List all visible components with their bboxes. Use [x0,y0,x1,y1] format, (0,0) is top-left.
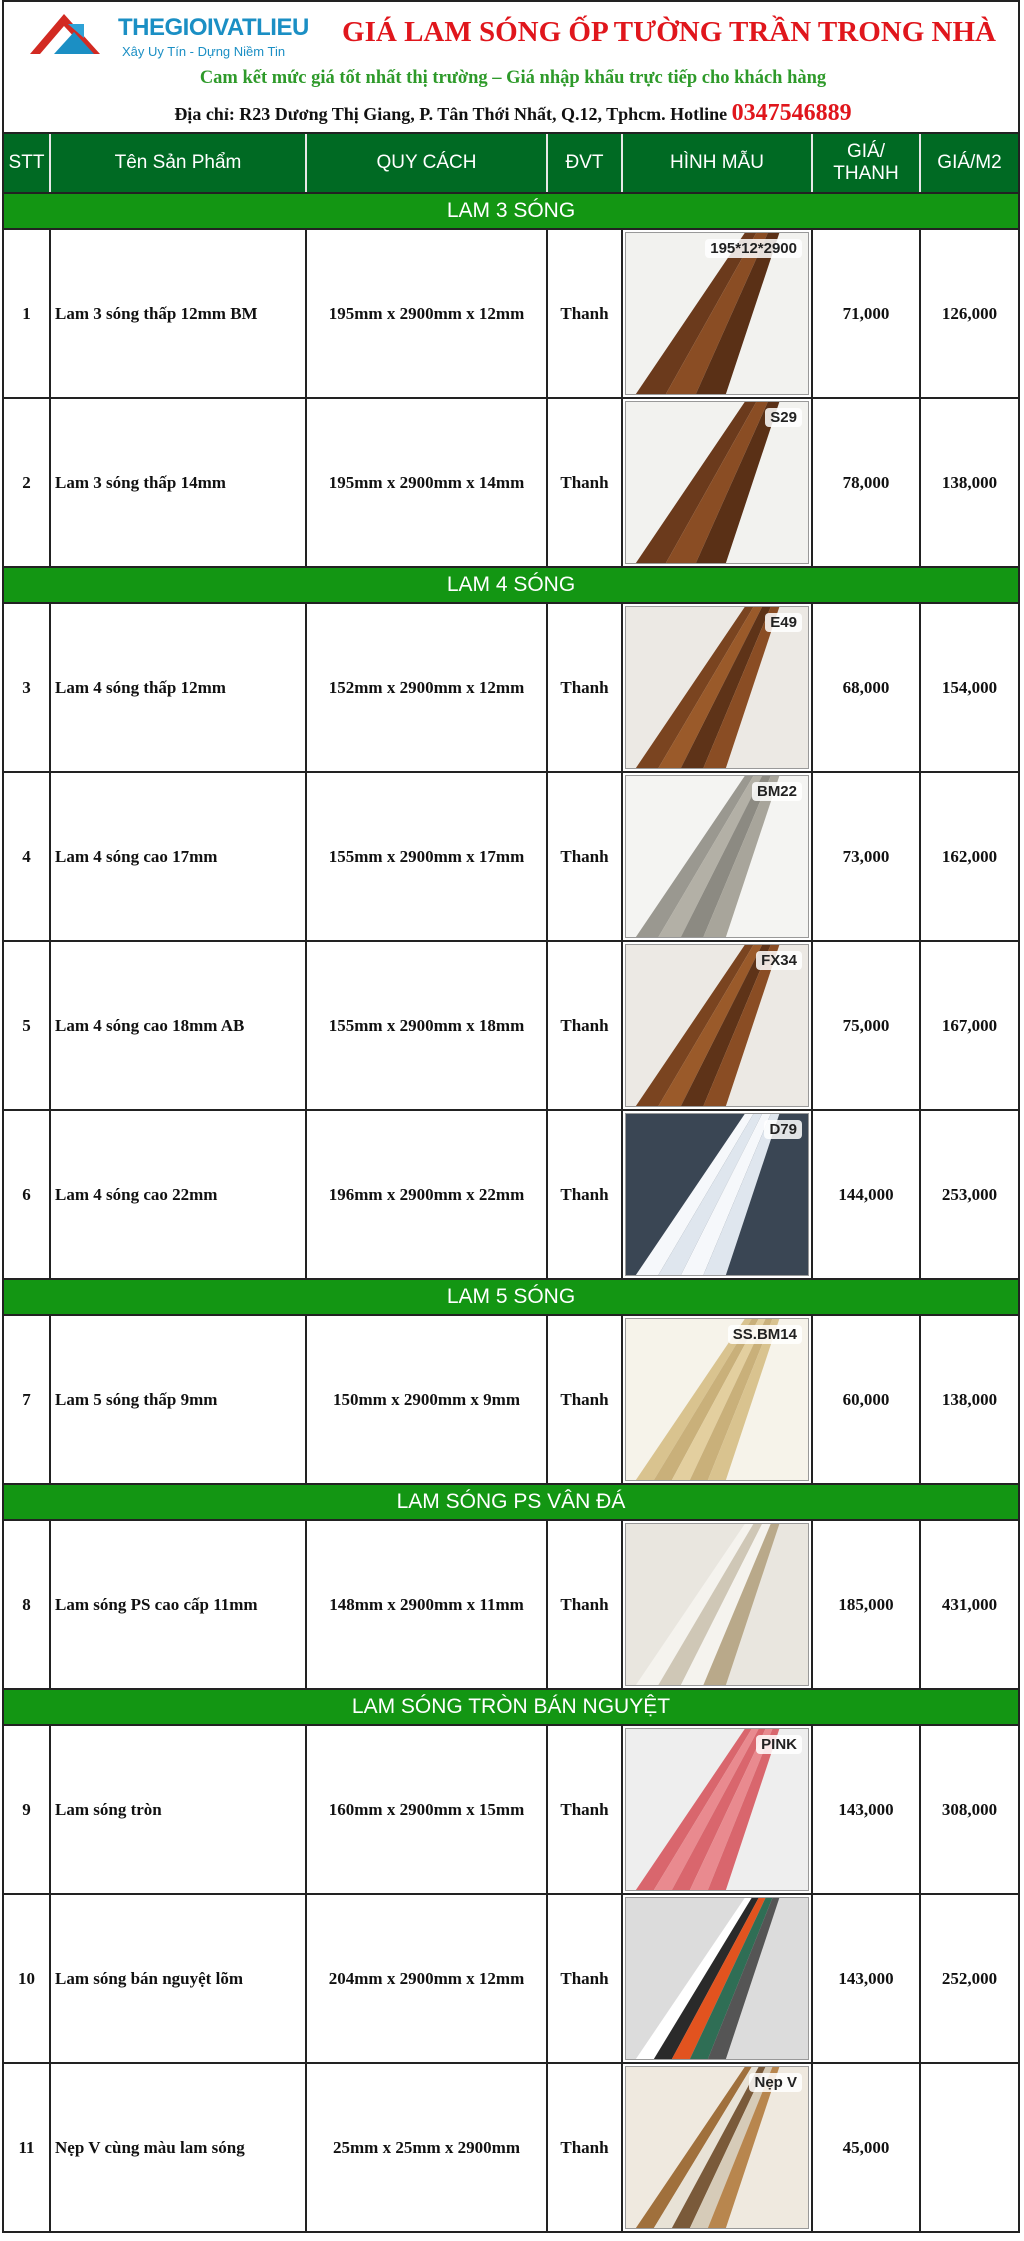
price-per-m2: 138,000 [941,1389,998,1409]
price-per-bar: 45,000 [813,2064,921,2231]
image-code-label: D79 [764,1120,802,1139]
table-header-row [4,132,1018,192]
table-row [4,1109,1018,1278]
product-image-cell [623,942,813,1109]
image-code-label: PINK [756,1735,802,1754]
product-name: Lam 3 sóng thấp 14mm [51,399,307,566]
price-per-bar: 60,000 [813,1316,921,1483]
section-header-row: LAM SÓNG PS VÂN ĐÁ [4,1483,1018,1519]
product-name: Lam sóng PS cao cấp 11mm [51,1521,307,1688]
product-name: Lam sóng tròn [51,1726,307,1893]
address-line [4,100,1022,127]
table-row [4,397,1018,566]
price-per-bar: 71,000 [813,230,921,397]
product-unit: Thanh [548,1111,623,1278]
product-image-cell [623,1726,813,1893]
product-unit: Thanh [548,604,623,771]
wood-slat-4-wave-image [625,944,809,1107]
commitment-text: Cam kết mức giá tốt nhất thị trường – Giá nhập khẩu trực tiếp cho khách hàng [199,68,827,88]
row-stt: 11 [4,2064,51,2231]
table-row [4,2062,1018,2231]
column-header-stt: STT [4,134,51,192]
product-name: Lam 3 sóng thấp 12mm BM [51,230,307,397]
row-stt: 5 [4,942,51,1109]
wood-slat-3-wave-image [625,401,809,564]
column-header-price-m2: GIÁ/M2 [937,152,1002,174]
price-per-m2: 167,000 [941,1015,998,1035]
product-image-cell [623,230,813,397]
beige-slat-5-wave-image [625,1318,809,1481]
product-name: Lam 5 sóng thấp 9mm [51,1316,307,1483]
column-header-image: HÌNH MẪU [623,134,813,192]
section-header-row: LAM SÓNG TRÒN BÁN NGUYỆT [4,1688,1018,1724]
table-row [4,1314,1018,1483]
row-stt: 3 [4,604,51,771]
row-stt: 8 [4,1521,51,1688]
price-per-m2: 162,000 [941,846,998,866]
product-unit: Thanh [548,1726,623,1893]
stone-slat-4-wave-image [625,775,809,938]
product-spec: 148mm x 2900mm x 11mm [307,1521,548,1688]
wood-slat-3-wave-image [625,232,809,395]
column-header-spec: QUY CÁCH [307,134,548,192]
v-trim-image [625,2066,809,2229]
row-stt: 4 [4,773,51,940]
column-header-price-bar: GIÁ/ THANH [813,134,921,192]
price-per-m2: 138,000 [941,472,998,492]
product-image-cell [623,399,813,566]
product-unit: Thanh [548,1521,623,1688]
product-image-cell [623,773,813,940]
table-row [4,602,1018,771]
table-row [4,1893,1018,2062]
company-logo [24,8,309,64]
price-per-bar: 68,000 [813,604,921,771]
row-stt: 2 [4,399,51,566]
product-unit: Thanh [548,2064,623,2231]
table-row [4,940,1018,1109]
row-stt: 7 [4,1316,51,1483]
row-stt: 1 [4,230,51,397]
product-spec: 155mm x 2900mm x 18mm [307,942,548,1109]
logo-tagline: Xây Uy Tín - Dựng Niềm Tin [122,44,286,59]
product-spec: 195mm x 2900mm x 14mm [307,399,548,566]
image-code-label: SS.BM14 [728,1325,802,1344]
price-per-bar: 143,000 [813,1895,921,2062]
product-spec: 195mm x 2900mm x 12mm [307,230,548,397]
price-per-m2: 126,000 [941,303,998,323]
product-name: Lam 4 sóng cao 18mm AB [51,942,307,1109]
image-code-label: FX34 [756,951,802,970]
address-text: Địa chỉ: R23 Dương Thị Giang, P. Tân Thới Nhất, Q.12, Tphcm. Hotline [174,104,728,124]
price-per-m2: 154,000 [941,677,998,697]
column-header-name: Tên Sản Phẩm [51,134,307,192]
column-header-unit: ĐVT [548,134,623,192]
hotline-number[interactable]: 0347546889 [731,100,852,126]
price-per-bar: 73,000 [813,773,921,940]
product-spec: 25mm x 25mm x 2900mm [307,2064,548,2231]
product-unit: Thanh [548,1895,623,2062]
product-spec: 155mm x 2900mm x 17mm [307,773,548,940]
product-image-cell [623,1316,813,1483]
white-slat-4-wave-image [625,1113,809,1276]
image-code-label: E49 [765,613,802,632]
wood-slat-4-wave-image [625,606,809,769]
product-image-cell [623,1895,813,2062]
row-stt: 9 [4,1726,51,1893]
product-name: Lam 4 sóng cao 22mm [51,1111,307,1278]
product-image-cell [623,604,813,771]
price-per-m2: 431,000 [941,1594,998,1614]
section-header-row: LAM 3 SÓNG [4,192,1018,228]
product-spec: 150mm x 2900mm x 9mm [307,1316,548,1483]
product-spec: 160mm x 2900mm x 15mm [307,1726,548,1893]
product-spec: 196mm x 2900mm x 22mm [307,1111,548,1278]
product-image-cell [623,1111,813,1278]
table-row [4,1519,1018,1688]
color-half-round-slat-image [625,1897,809,2060]
product-spec: 152mm x 2900mm x 12mm [307,604,548,771]
table-row [4,1724,1018,1893]
image-code-label: S29 [765,408,802,427]
price-per-bar: 75,000 [813,942,921,1109]
price-per-bar: 143,000 [813,1726,921,1893]
price-per-bar: 144,000 [813,1111,921,1278]
price-per-bar: 185,000 [813,1521,921,1688]
price-table [2,132,1020,2233]
image-code-label: Nẹp V [749,2073,802,2092]
product-name: Lam 4 sóng cao 17mm [51,773,307,940]
price-per-m2: 253,000 [941,1184,998,1204]
price-per-m2 [921,2064,1018,2231]
image-code-label: BM22 [752,782,802,801]
table-row [4,228,1018,397]
page-title: GIÁ LAM SÓNG ỐP TƯỜNG TRẦN TRONG NHÀ [342,16,996,48]
product-spec: 204mm x 2900mm x 12mm [307,1895,548,2062]
price-per-bar: 78,000 [813,399,921,566]
sheet-header [2,0,1020,132]
product-unit: Thanh [548,773,623,940]
product-name: Lam sóng bán nguyệt lõm [51,1895,307,2062]
section-header-row: LAM 5 SÓNG [4,1278,1018,1314]
product-name: Lam 4 sóng thấp 12mm [51,604,307,771]
product-name: Nẹp V cùng màu lam sóng [51,2064,307,2231]
row-stt: 6 [4,1111,51,1278]
product-unit: Thanh [548,399,623,566]
price-per-m2: 308,000 [941,1799,998,1819]
row-stt: 10 [4,1895,51,2062]
product-unit: Thanh [548,1316,623,1483]
section-header-row: LAM 4 SÓNG [4,566,1018,602]
price-per-m2: 252,000 [941,1968,998,1988]
product-unit: Thanh [548,230,623,397]
product-unit: Thanh [548,942,623,1109]
product-image-cell [623,2064,813,2231]
product-image-cell [623,1521,813,1688]
table-row [4,771,1018,940]
marble-ps-slat-image [625,1523,809,1686]
image-code-label: 195*12*2900 [705,239,802,258]
house-logo-icon [24,8,116,60]
logo-name: THEGIOIVATLIEU [118,14,309,41]
pink-round-slat-image [625,1728,809,1891]
